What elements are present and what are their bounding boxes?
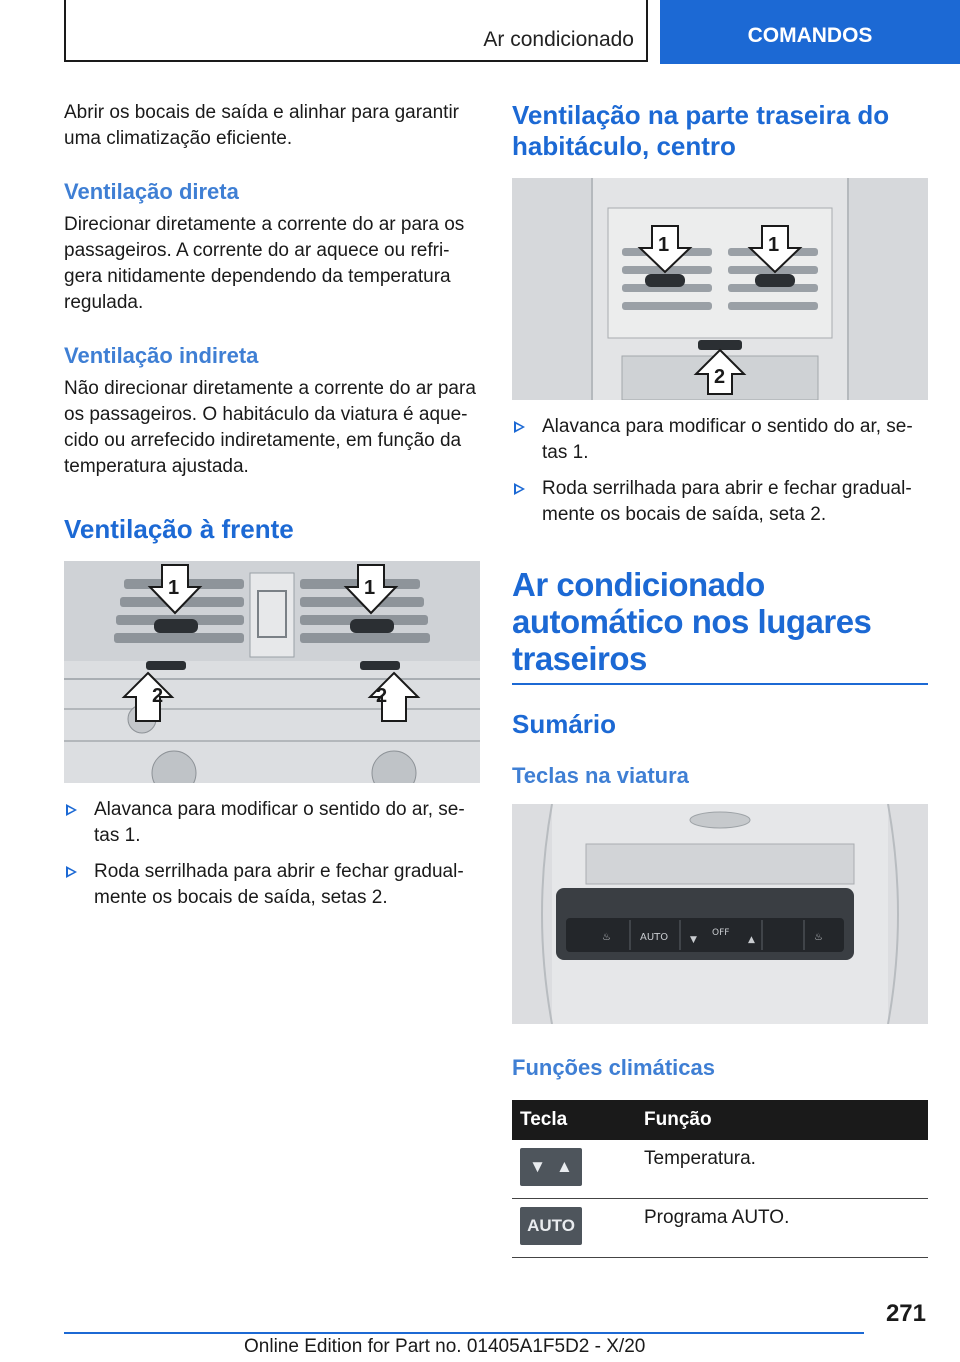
- rear-bullet-list: [512, 414, 928, 528]
- auto-button-icon: AUTO: [520, 1207, 582, 1245]
- svg-text:▲: ▲: [748, 935, 755, 945]
- front-bullet-list: [64, 797, 480, 911]
- indirect-ventilation-heading: Ventilação indireta: [64, 343, 259, 368]
- svg-text:♨: ♨: [814, 932, 823, 943]
- bullet-triangle-icon: [514, 483, 525, 495]
- page-footer: [64, 1300, 928, 1362]
- list-item: Alavanca para modificar o sentido do ar, se-tas 1.: [64, 797, 480, 849]
- table-header-function: Função: [636, 1100, 928, 1140]
- header-chapter-tab: COMANDOS: [660, 0, 960, 64]
- table-header-key: Tecla: [512, 1100, 636, 1140]
- rear-control-panel-photo: [512, 804, 928, 1024]
- table-cell-key: [512, 1140, 636, 1199]
- footer-rule: [64, 1332, 864, 1334]
- svg-text:♨: ♨: [602, 932, 611, 943]
- list-item: Roda serrilhada para abrir e fechar gradual-mente os bocais de saída, seta 2.: [512, 476, 928, 528]
- front-label-2a: 2: [152, 685, 164, 707]
- table-header-row: [512, 1100, 928, 1140]
- edition-text: Online Edition for Part no. 01405A1F5D2 - X/20: [244, 1336, 646, 1357]
- table-cell-function: Temperatura.: [636, 1140, 928, 1199]
- table-row: [512, 1199, 928, 1258]
- rear-vents-photo: [512, 178, 928, 400]
- list-item: Alavanca para modificar o sentido do ar, se-tas 1.: [512, 414, 928, 466]
- front-vents-illustration: [64, 561, 480, 783]
- indirect-ventilation-text: Não direcionar diretamente a corrente do ar para os passageiros. O habitáculo da viatura é aque-cido ou arrefecido indiretamente, em função da temperatura ajustada.: [64, 378, 476, 477]
- list-item: Roda serrilhada para abrir e fechar gradual-mente os bocais de saída, setas 2.: [64, 859, 480, 911]
- direct-ventilation-heading: Ventilação direta: [64, 179, 239, 204]
- front-ventilation-heading: Ventilação à frente: [64, 514, 294, 544]
- summary-heading: Sumário: [512, 709, 617, 739]
- front-label-1b: 1: [364, 577, 376, 599]
- bullet-triangle-icon: [66, 866, 77, 878]
- panel-off-label: OFF: [712, 928, 730, 938]
- chapter-rule: [512, 683, 928, 685]
- rear-ventilation-heading: Ventilação na parte traseira do habitáculo, centro: [512, 100, 890, 161]
- bullet-triangle-icon: [66, 804, 77, 816]
- bullet-triangle-icon: [514, 421, 525, 433]
- right-column: [512, 100, 928, 1258]
- rear-label-2: 2: [714, 366, 726, 388]
- chapter-heading: Ar condicionado automático nos lugares traseiros: [512, 566, 872, 677]
- rear-label-1a: 1: [658, 234, 670, 256]
- header-section-box: [64, 0, 648, 62]
- intro-paragraph: Abrir os bocais de saída e alinhar para garantir uma climatização eficiente.: [64, 102, 460, 149]
- functions-heading: Funções climáticas: [512, 1055, 715, 1080]
- header-section-title: Ar condicionado: [483, 28, 634, 51]
- page-header: [0, 0, 960, 66]
- front-vents-photo: [64, 561, 480, 783]
- front-label-2b: 2: [376, 685, 388, 707]
- keys-heading: Teclas na viatura: [512, 763, 689, 788]
- left-column: [64, 100, 480, 921]
- functions-table: [512, 1100, 928, 1258]
- rear-label-1b: 1: [768, 234, 780, 256]
- panel-auto-label: AUTO: [640, 932, 669, 943]
- table-row: [512, 1140, 928, 1199]
- direct-ventilation-text: Direcionar diretamente a corrente do ar para os passageiros. A corrente do ar aquece ou refri-gera nitidamente dependendo da temperatura regulada.: [64, 214, 465, 313]
- control-panel-illustration: [512, 804, 928, 1024]
- front-label-1a: 1: [168, 577, 180, 599]
- svg-text:▼: ▼: [690, 935, 697, 945]
- table-cell-function: Programa AUTO.: [636, 1199, 928, 1258]
- table-cell-key: [512, 1199, 636, 1258]
- page-number: 271: [885, 1300, 926, 1327]
- temperature-arrows-icon: ▼ ▲: [520, 1148, 582, 1186]
